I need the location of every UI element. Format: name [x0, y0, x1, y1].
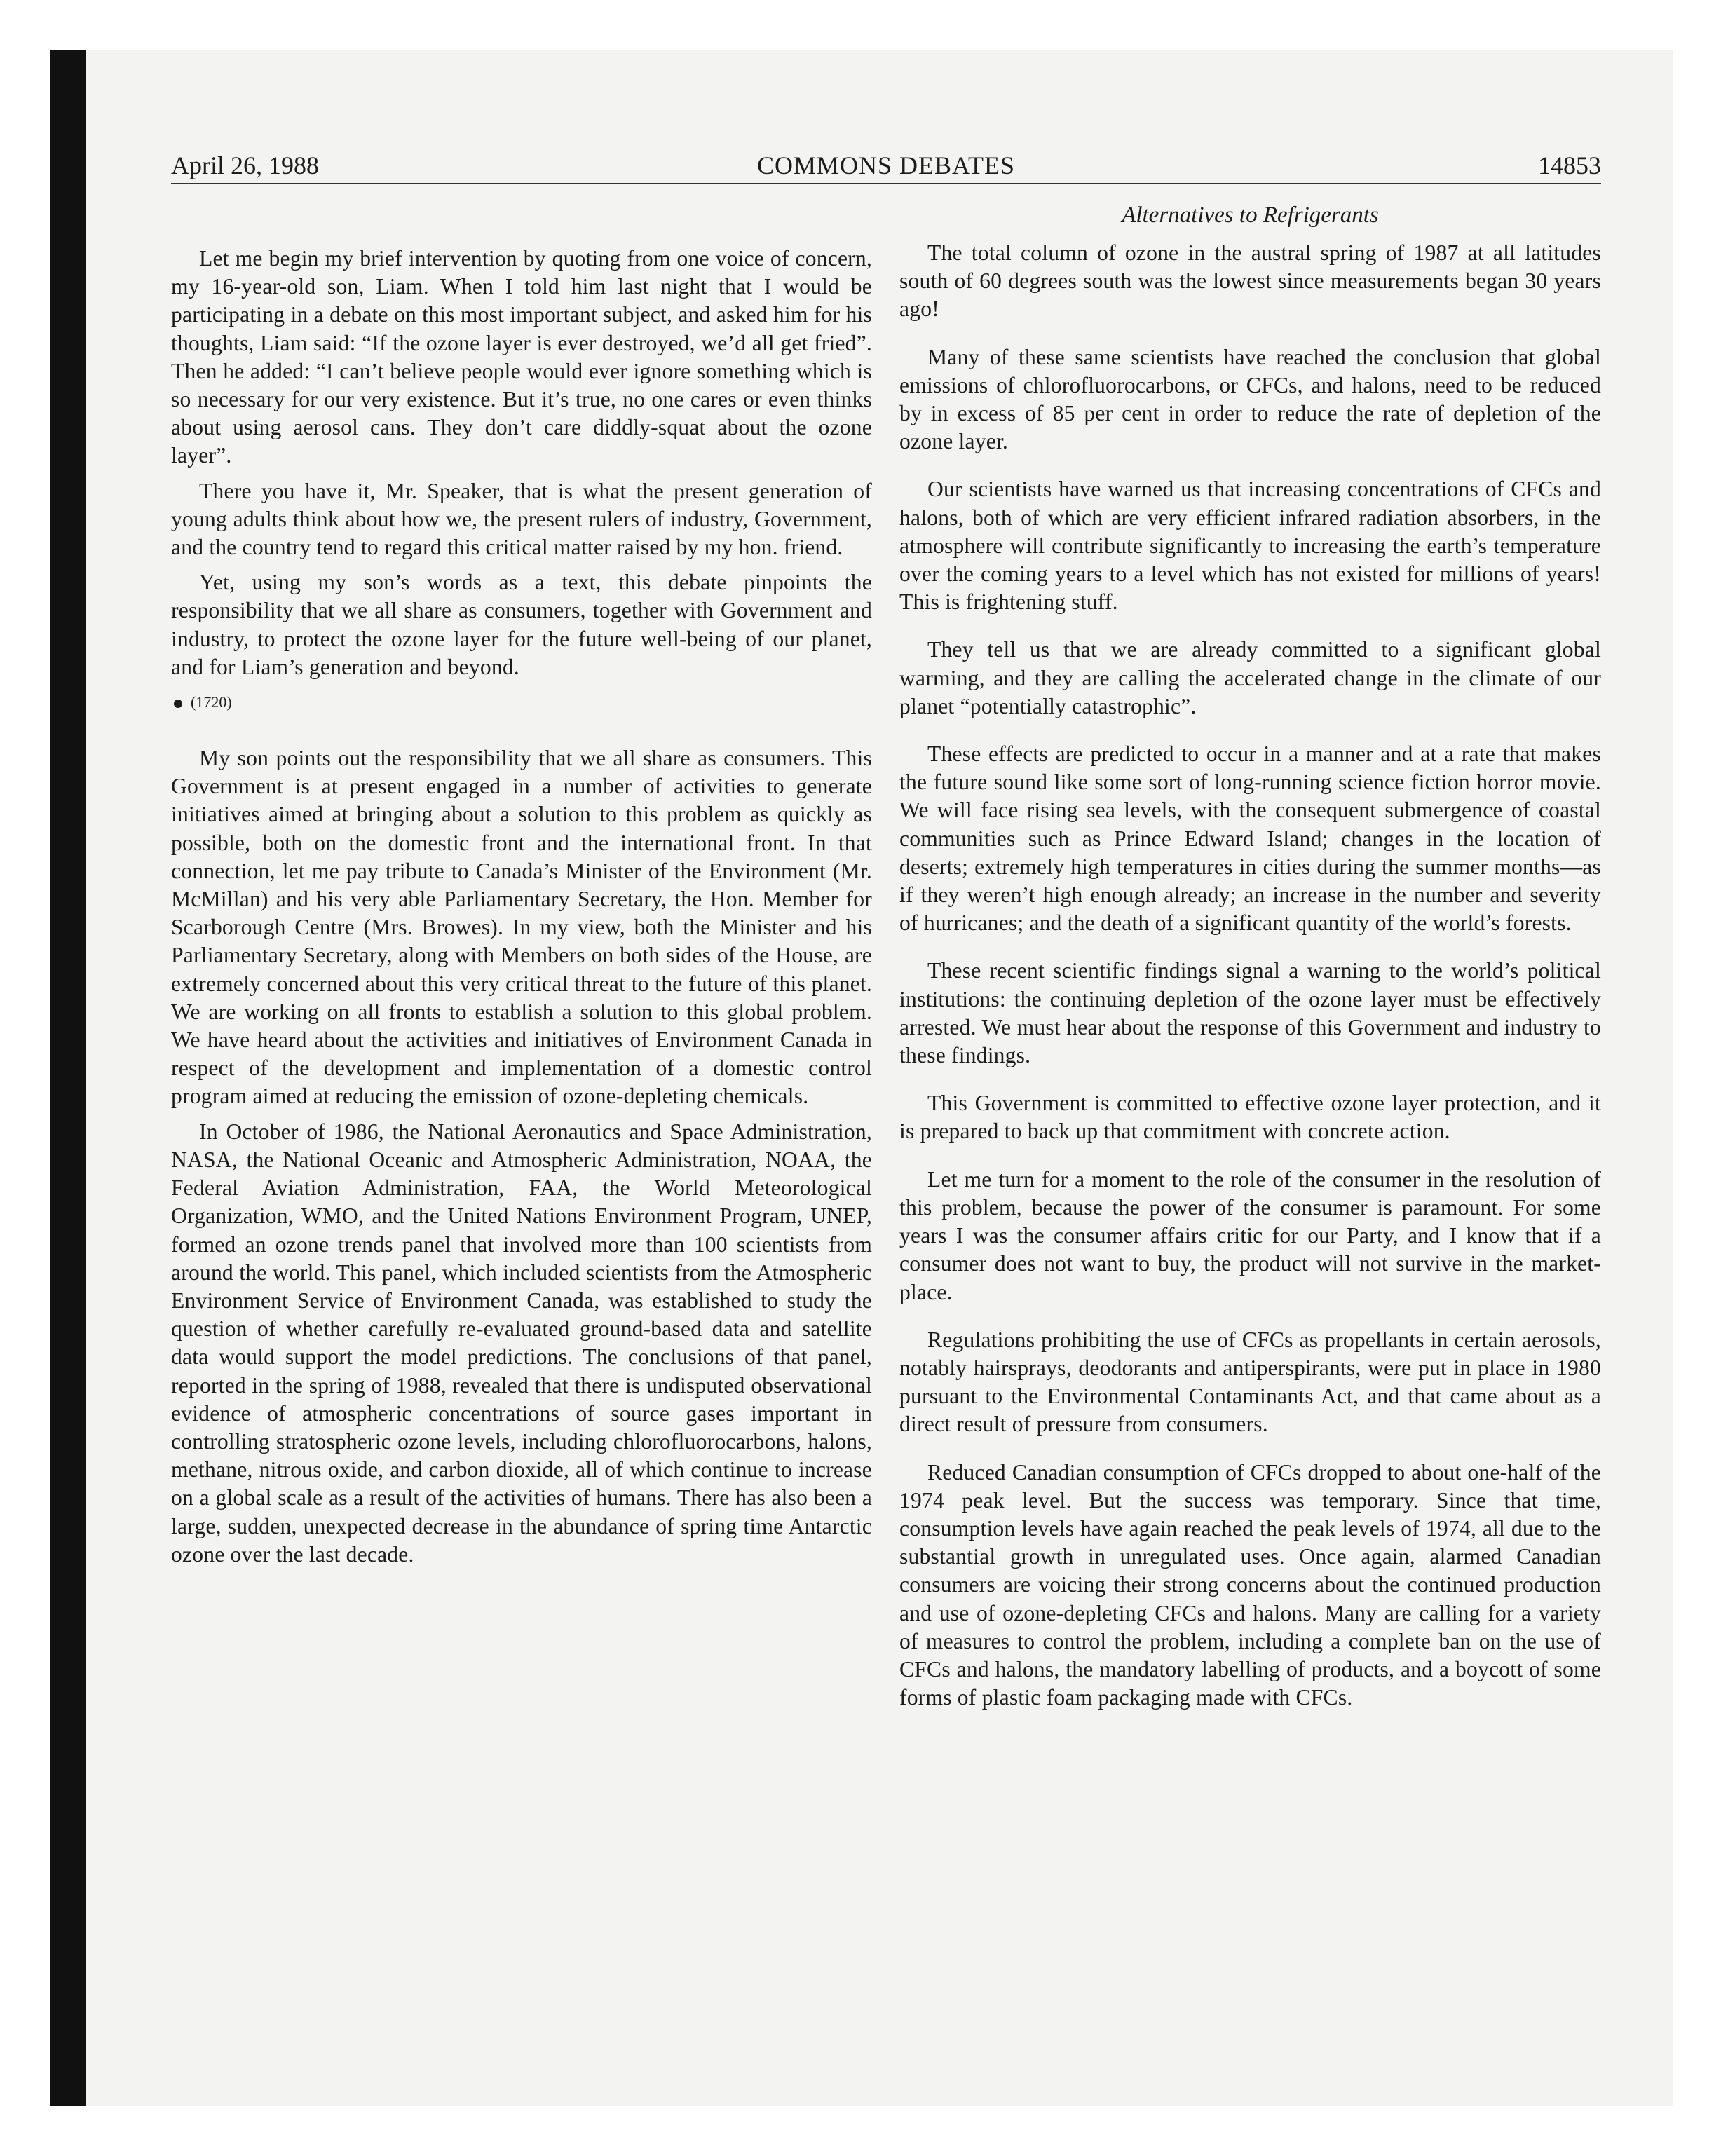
page-number: 14853 — [1538, 151, 1601, 179]
paragraph: There you have it, Mr. Speaker, that is what the present generation of young adults think about how we, the present rulers of industry, Government, and the country tend to regard this critical matter raised by my hon. friend. — [171, 478, 872, 560]
paragraph: My son points out the responsibility that we all share as consumers. This Government is at present engaged in a number of activities to generate initiatives aimed at bringing about a solution to this problem as quickly as possible, both on the domestic front and the international front. In that connection, let me pay tribute to Canada’s Minister of the Environment (Mr. McMillan) and his very able Parliamentary Secretary, the Hon. Member for Scarborough Centre (Mrs. Browes). In my view, both the Minister and his Parliamentary Secretary, along with Members on both sides of the House, are extremely concerned about this very critical threat to the future of this planet. We are working on all fronts to establish a solution to this global problem. We have heard about the activities and initiatives of Environment Canada in respect of the development and implementation of a domestic control program aimed at reducing the emission of ozone-depleting chemicals. — [171, 746, 872, 1109]
paragraph: Our scientists have warned us that increasing concentrations of CFCs and halons, both of which are very efficient infrared radiation absorbers, in the atmosphere will contribute significantly to increasing the earth’s temperature over the coming years to a level which has not existed for millions of years! This is frightening stuff. — [899, 477, 1601, 615]
page-header — [171, 148, 1601, 184]
left-column — [171, 200, 872, 1576]
paragraph: These effects are predicted to occur in a manner and at a rate that makes the future sound like some sort of long-running science fiction horror movie. We will face rising sea levels, with the consequent submergence of coastal communities such as Prince Edward Island; changes in the location of deserts; extremely high temperatures in cities during the summer months—as if they weren’t high enough already; an increase in the number and severity of hurricanes; and the death of a significant quantity of the world’s forests. — [899, 742, 1601, 936]
paragraph: This Government is committed to effective ozone layer protection, and it is prepared to back up that commitment with concrete action. — [899, 1091, 1601, 1144]
binding-edge — [50, 50, 86, 2106]
paragraph: Regulations prohibiting the use of CFCs as propellants in certain aerosols, notably hairsprays, deodorants and antiperspirants, were put in place in 1980 pursuant to the Environmental Contaminants Act, and that came about as a direct result of pressure from consumers. — [899, 1327, 1601, 1437]
publication-title: COMMONS DEBATES — [756, 151, 1016, 179]
column-top-gap — [171, 200, 872, 245]
paragraph: Let me begin my brief intervention by quoting from one voice of concern, my 16-year-old son, Liam. When I told him last night that I would be participating in a debate on this most important subject, and asked him for his thoughts, Liam said: “If the ozone layer is ever destroyed, we’d all get fried”. Then he added: “I can’t believe people would ever ignore something which is so necessary for our very existence. But it’s true, no one cares or even thinks about using aerosol cans. They don’t care diddly-squat about the ozone layer”. — [171, 246, 872, 468]
bullet-icon — [174, 700, 182, 708]
paragraph: The total column of ozone in the austral spring of 1987 at all latitudes south of 60 degrees south was the lowest since measurements began 30 years ago! — [899, 240, 1601, 322]
paragraph: These recent scientific findings signal a warning to the world’s political institutions: the continuing depletion of the ozone layer must be effectively arrested. We must hear about the response of this Government and industry to these findings. — [899, 958, 1601, 1068]
time-marker — [171, 688, 872, 716]
right-column — [899, 200, 1601, 1731]
paragraph: Reduced Canadian consumption of CFCs dropped to about one-half of the 1974 peak level. But the success was temporary. Since that time, consumption levels have again reached the peak levels of 1974, all due to the substantial growth in unregulated uses. Once again, alarmed Canadian consumers are voicing their strong concerns about the continued production and use of ozone-depleting CFCs and halons. Many are calling for a variety of measures to control the problem, including a complete ban on the use of CFCs and halons, the mandatory labelling of products, and a boycott of some forms of plastic foam packaging made with CFCs. — [899, 1459, 1601, 1710]
section-subheading: Alternatives to Refrigerants — [1122, 203, 1379, 228]
paragraph: They tell us that we are already committed to a significant global warming, and they are calling the accelerated change in the climate of our planet “potentially catastrophic”. — [899, 637, 1601, 718]
paragraph: In October of 1986, the National Aeronautics and Space Administration, NASA, the National Oceanic and Atmospheric Administration, NOAA, the Federal Aviation Administration, FAA, the World Meteorological Organization, WMO, and the United Nations Environment Program, UNEP, formed an ozone trends panel that involved more than 100 scientists from around the world. This panel, which included scientists from the Atmospheric Environment Service of Environment Canada, was established to study the question of whether carefully re-evaluated ground-based data and satellite data would support the model predictions. The conclusions of that panel, reported in the spring of 1988, revealed that there is undisputed observational evidence of atmospheric concentrations of source gases important in controlling stratospheric ozone levels, including chlorofluorocarbons, halons, methane, nitrous oxide, and carbon dioxide, all of which continue to increase on a global scale as a result of the activities of humans. There has also been a large, sudden, unexpected decrease in the abundance of spring time Antarctic ozone over the last decade. — [171, 1119, 872, 1567]
paragraph: Many of these same scientists have reached the conclusion that global emissions of chlorofluorocarbons, or CFCs, and halons, need to be reduced by in excess of 85 per cent in order to reduce the rate of depletion of the ozone layer. — [899, 344, 1601, 454]
timestamp: (1720) — [191, 693, 232, 711]
header-date: April 26, 1988 — [171, 151, 319, 179]
paragraph: Yet, using my son’s words as a text, this debate pinpoints the responsibility that we all share as consumers, together with Government and industry, to protect the ozone layer for the future well-being of our planet, and for Liam’s generation and beyond. — [171, 570, 872, 679]
paragraph: Let me turn for a moment to the role of the consumer in the resolution of this problem, because the power of the consumer is paramount. For some years I was the consumer affairs critic for our Party, and I know that if a consumer does not want to buy, the product will not survive in the market-place. — [899, 1166, 1601, 1304]
